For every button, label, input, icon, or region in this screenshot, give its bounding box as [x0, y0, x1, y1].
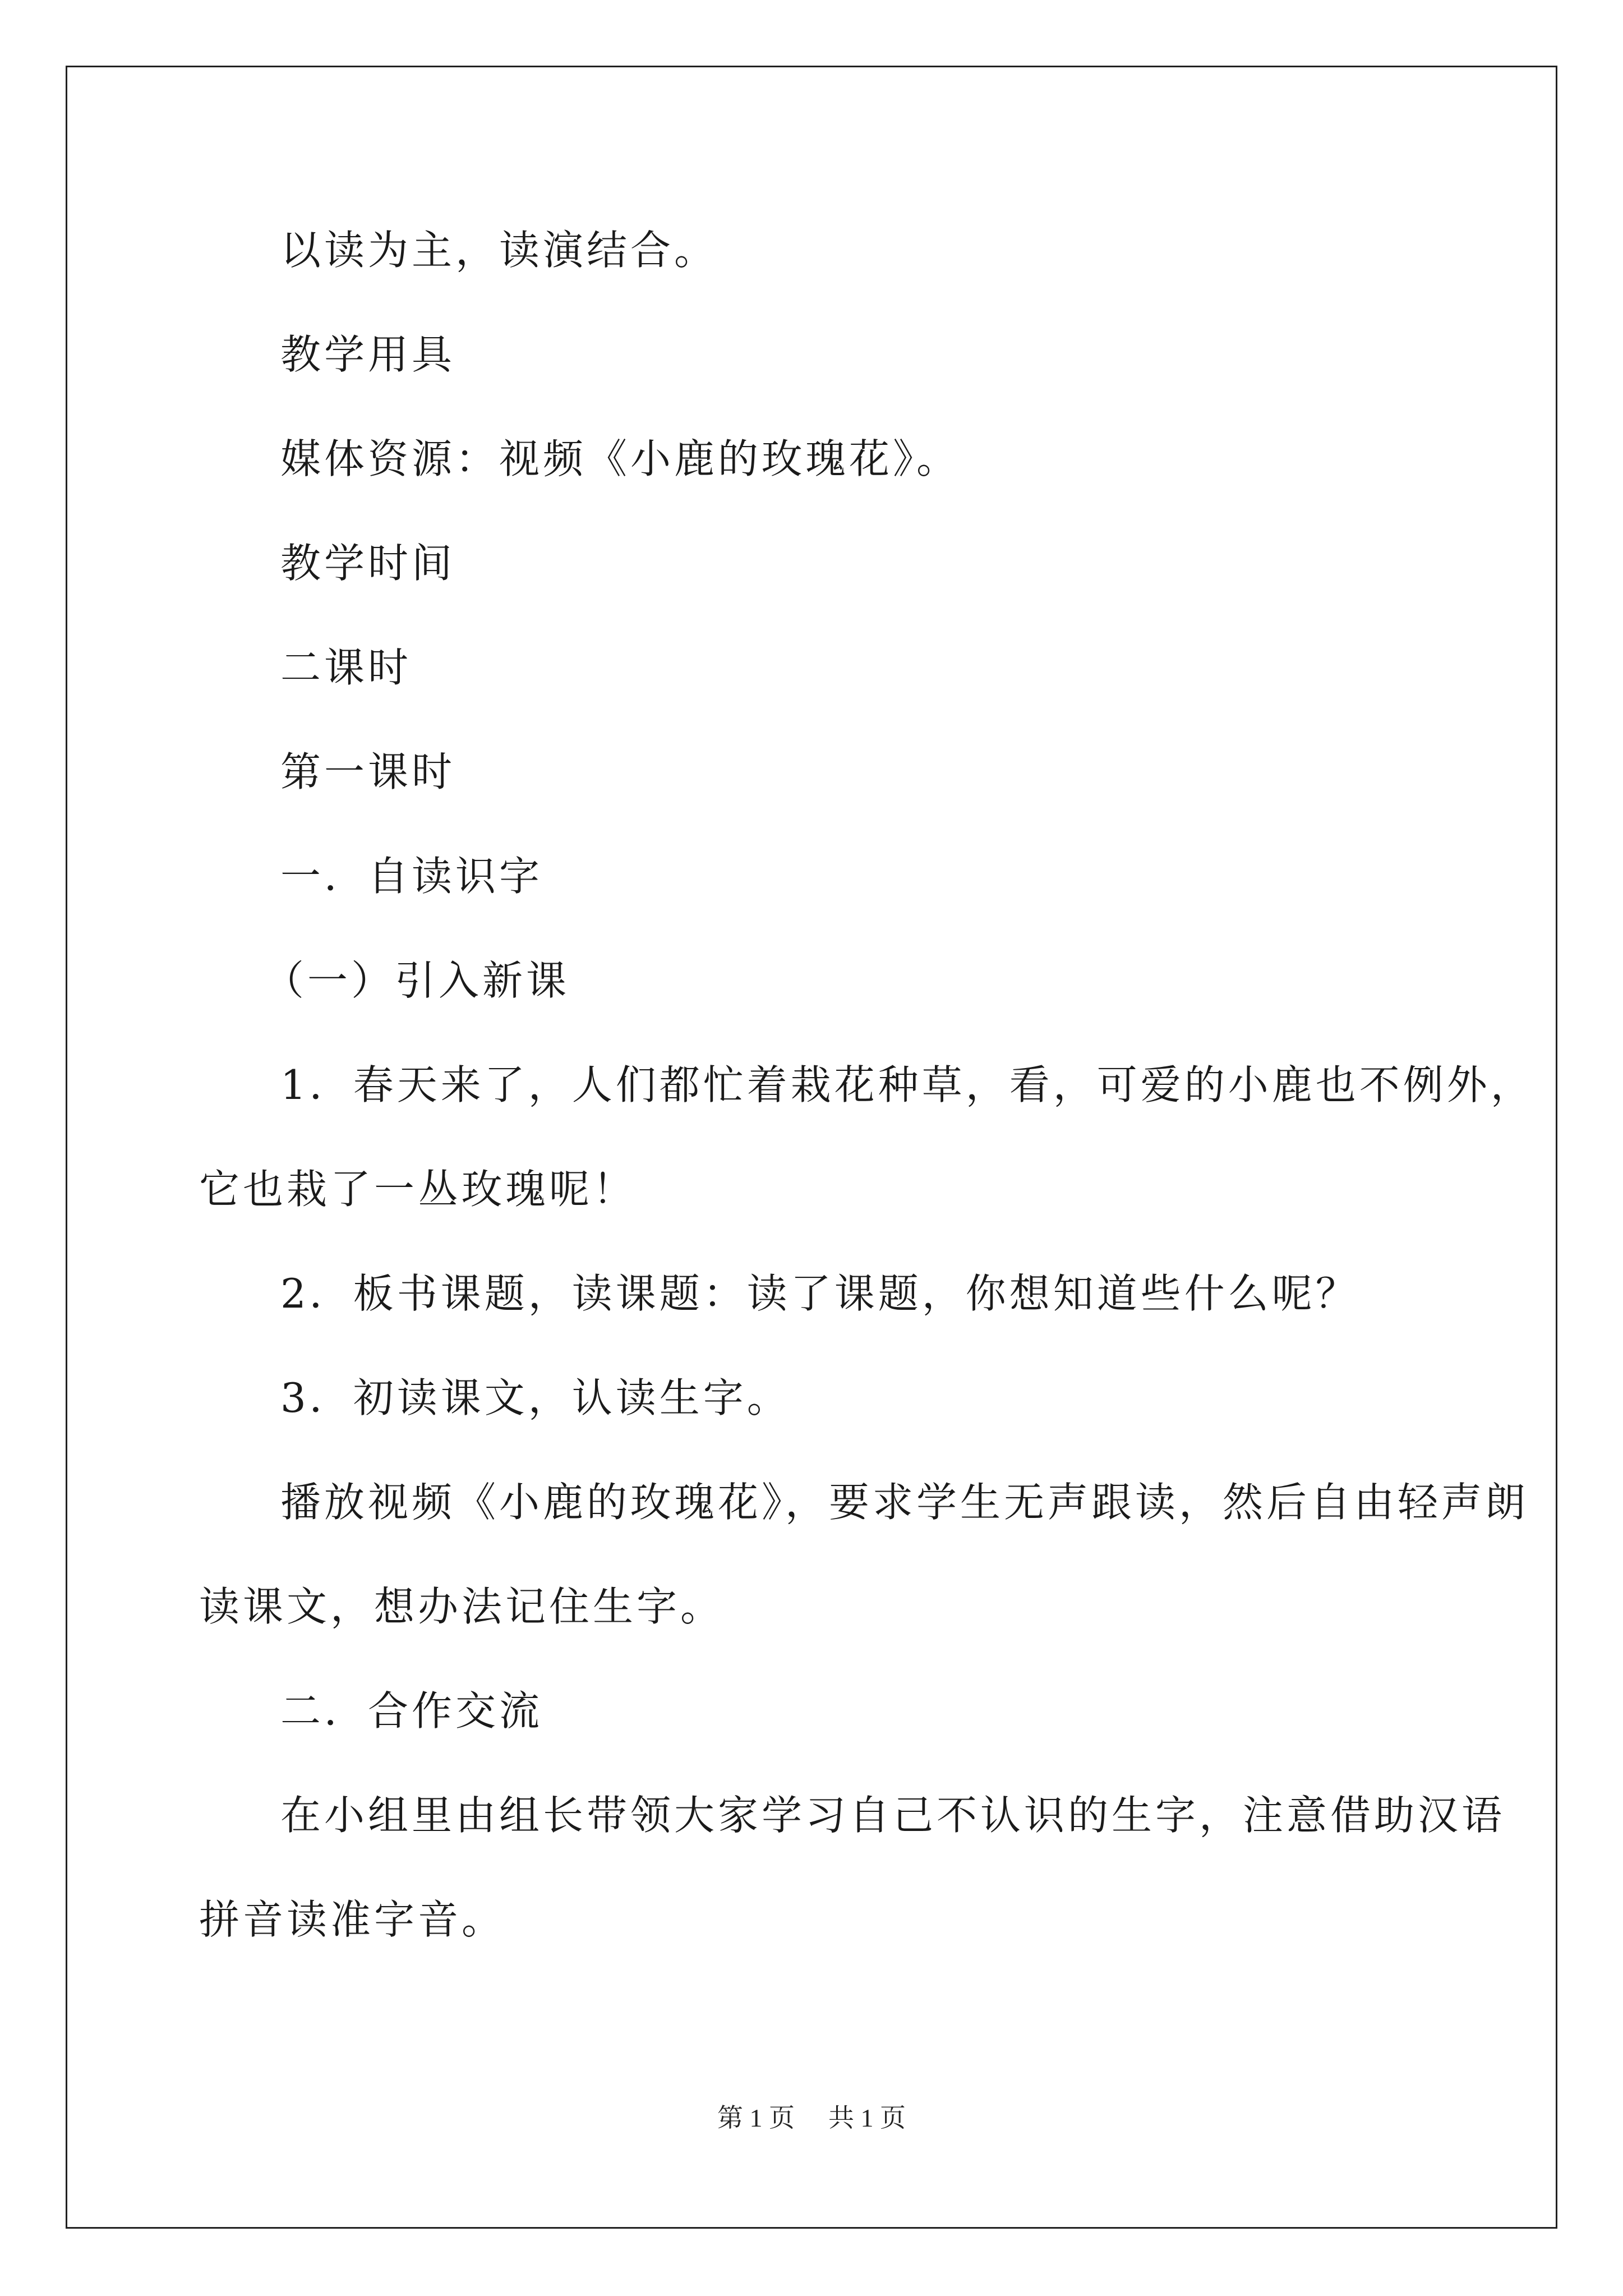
paragraph-line: 拼音读准字音。 — [199, 1896, 506, 1943]
section-heading: （一）引入新课 — [264, 957, 570, 1004]
paragraph-line: 二课时 — [280, 644, 412, 691]
paragraph-line: 播放视频《小鹿的玫瑰花》，要求学生无声跟读，然后自由轻声朗 — [280, 1479, 1529, 1526]
paragraph-line: 在小组里由组长带领大家学习自己不认识的生字，注意借助汉语 — [280, 1792, 1506, 1839]
section-heading: 二．合作交流 — [280, 1687, 543, 1734]
section-heading: 第一课时 — [280, 748, 456, 795]
paragraph-line: 2．板书课题，读课题：读了课题，你想知道些什么呢？ — [280, 1270, 1359, 1317]
paragraph-line: 它也栽了一丛玫瑰呢！ — [199, 1166, 637, 1213]
paragraph-line: 以读为主，读演结合。 — [280, 227, 718, 274]
section-heading: 一．自读识字 — [280, 853, 543, 900]
page-total: 共 1 页 — [828, 2104, 906, 2132]
paragraph-line: 读课文，想办法记住生字。 — [199, 1583, 725, 1630]
section-heading: 教学用具 — [280, 331, 456, 378]
paragraph-line: 媒体资源：视频《小鹿的玫瑰花》。 — [280, 435, 961, 482]
paragraph-line: 3．初读课文，认读生字。 — [280, 1374, 791, 1421]
page-number: 第 1 页 — [717, 2104, 795, 2132]
page-footer — [0, 2101, 1623, 2135]
section-heading: 教学时间 — [280, 540, 456, 587]
paragraph-line: 1．春天来了，人们都忙着栽花种草，看，可爱的小鹿也不例外， — [280, 1061, 1534, 1108]
